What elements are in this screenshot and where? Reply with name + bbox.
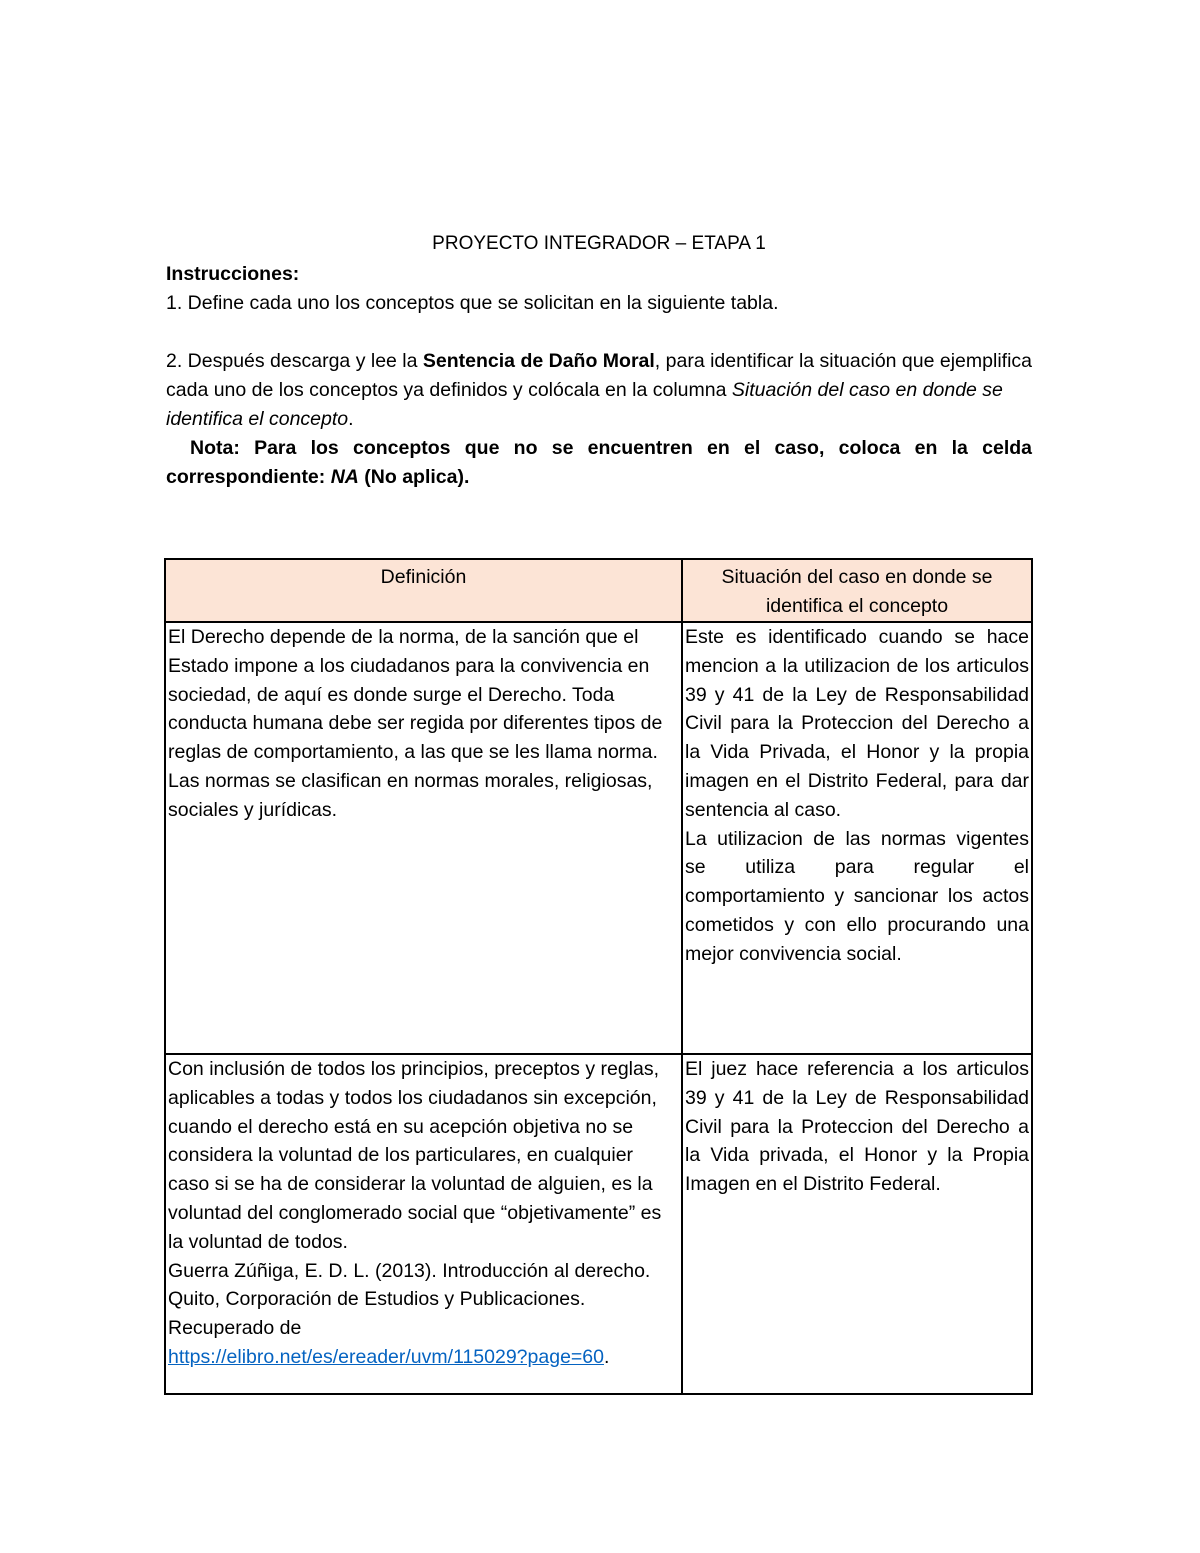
step2-bold: Sentencia de Daño Moral <box>422 350 655 372</box>
header-situation: Situación del caso en donde se identifica el concepto <box>682 559 1032 622</box>
step2-suffix: . <box>348 408 354 430</box>
step2-prefix: 2. Después descarga y lee la <box>166 350 423 372</box>
instruction-step-2 <box>166 347 1032 434</box>
situation-paragraph: Este es identificado cuando se hace mencion a la utilizacion de los articulos 39 y 41 de la Ley de Responsabilidad Civil para la Proteccion del Derecho a la Vida Privada, el Honor y la propia imagen en el Distrito Federal, para dar sentencia al caso. <box>685 626 1029 821</box>
table-row <box>165 622 1032 1054</box>
concepts-table <box>164 558 1033 1395</box>
definition-cell <box>165 1054 682 1394</box>
note-italic: NA <box>330 466 359 488</box>
situation-paragraph: El juez hace referencia a los articulos 39 y 41 de la Ley de Responsabilidad Civil para la Proteccion del Derecho a la Vida privada, el Honor y la Propia Imagen en el Distrito Federal. <box>685 1058 1029 1196</box>
reference-link[interactable]: https://elibro.net/es/ereader/uvm/115029?page=60 <box>168 1345 604 1368</box>
spacer <box>166 318 1032 347</box>
note-suffix: (No aplica). <box>358 466 470 488</box>
situation-paragraph: La utilizacion de las normas vigentes se utiliza para regular el comportamiento y sancionar los actos cometidos y con ello procurando una mejor convivencia social. <box>685 827 1029 965</box>
definition-cell: El Derecho depende de la norma, de la sanción que el Estado impone a los ciudadanos para la convivencia en sociedad, de aquí es donde surge el Derecho. Toda conducta humana debe ser regida por diferentes tipos de reglas de comportamiento, a las que se les llama norma. Las normas se clasifican en normas morales, religiosas, sociales y jurídicas. <box>165 622 682 1054</box>
note-prefix: Nota: Para los conceptos que no se encuentren en el caso, coloca en la celda correspondiente: <box>166 437 1032 488</box>
page-title: PROYECTO INTEGRADOR – ETAPA 1 <box>432 233 766 254</box>
table-row <box>165 1054 1032 1394</box>
step2-italic: Situación del caso en donde se identifica el concepto <box>166 379 1003 430</box>
reference-citation: Guerra Zúñiga, E. D. L. (2013). Introducción al derecho. Quito, Corporación de Estudios y Publicaciones. Recuperado de <box>168 1259 651 1340</box>
table-header-row <box>165 559 1032 622</box>
definition-text: Con inclusión de todos los principios, preceptos y reglas, aplicables a todas y todos los ciudadanos sin excepción, cuando el derecho está en su acepción objetiva no se considera la voluntad de los particulares, en cualquier caso si se ha de considerar la voluntad de alguien, es la voluntad del conglomerado social que “objetivamente” es la voluntad de todos. <box>168 1058 662 1253</box>
situation-cell <box>682 622 1032 1054</box>
step2-middle: , para identificar la situación que ejemplifica cada uno de los conceptos ya definidos y colócala en la columna <box>166 350 1032 401</box>
link-suffix: . <box>604 1345 610 1368</box>
situation-cell <box>682 1054 1032 1394</box>
instruction-step-1: 1. Define cada uno los conceptos que se solicitan en la siguiente tabla. <box>166 292 779 314</box>
instructions-label: Instrucciones: <box>166 263 300 285</box>
instructions-block <box>166 260 1032 492</box>
instruction-note <box>166 434 1032 492</box>
header-definition: Definición <box>165 559 682 622</box>
reference-link-line <box>168 1343 679 1372</box>
